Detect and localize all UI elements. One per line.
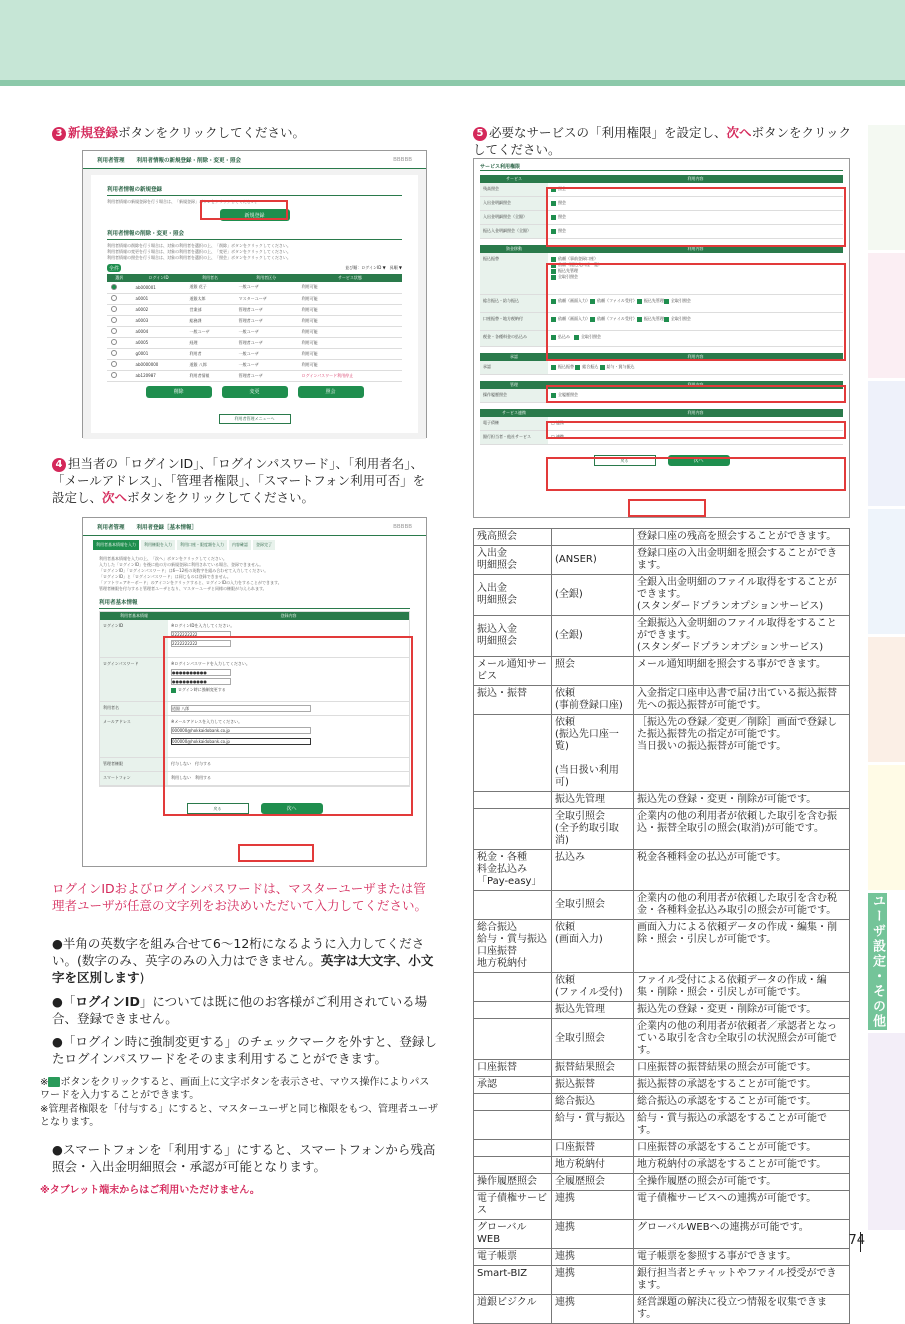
- step5-text: 5 必要なサービスの「利用権限」を設定し、次へボタンをクリックしてください。: [473, 125, 852, 157]
- service-description-table: [473, 528, 850, 1324]
- screenshot-basic-info-form: 利用者管理 利用者登録［基本情報］ BBBBB 利用者基本情報を入力 利用権限を入力 利用口座・限度額を入力 内容確認 登録完了 利用者基本情報を入力の上、「次へ」ボタンをクリックしてください。 入力した「ログインID」を後に他の方の新規登録に利用されている場合、登録できません。 「ログインID」「ログインパスワード」は6〜12桁の英数字を組み合わせて入力してください。 「ログインID」と「ログインパスワード」は同じものは登録できません。 「ソフトウェアキーボード」のアイコンをクリックすると、ログインIDの入力をすることができます。 管理者権限を付与すると管理者ユーザとなり、マスターユーザと同様の権限が与えられます。 利用者基本情報 利用者基本情報 登録内容 ログインID ※ログインIDを入力してください。 2222222222 2222222222 ログインパスワード ※ログインパスワードを入力してください。 ●●●●●●●●●● ●●●●●●●●●● ログイン時に強制変更する 利用者名 道銀 八郎 メールアドレス ※メールアドレスを入力してください。 000000@hokkaidobank.co.jp 000000@hokkaidobank.co.jp 管理者権限 付与しない 付与する スマートフォン 利用しない 利用する 戻る 次へ: [82, 517, 427, 867]
- top-band-line: [0, 80, 905, 86]
- table-row: 残高照会 登録口座の残高を照会することができます。: [474, 529, 850, 546]
- top-band: [0, 0, 905, 80]
- side-tab: [868, 125, 905, 253]
- table-row: 電子帳票 連携 電子帳票を参照する事ができます。: [474, 1249, 850, 1266]
- table-row[interactable]: a0005 経理 管理者ユーザ 利用可能: [107, 337, 402, 348]
- highlight-box: [546, 263, 846, 361]
- table-row: 入出金 明細照会 (全銀) 全銀入出金明細のファイル取得をすることができます。 (スタンダードプランオプションサービス): [474, 575, 850, 616]
- table-row: 振込先管理 振込先の登録・変更・削除が可能です。: [474, 792, 850, 809]
- side-tab: [868, 509, 905, 637]
- step-number: 4: [52, 458, 66, 472]
- back-button[interactable]: 戻る: [594, 455, 656, 466]
- side-tab-active: ユーザ設定・その他: [868, 893, 887, 1033]
- highlight-box: [546, 385, 846, 403]
- login-id-input[interactable]: 2222222222: [171, 631, 231, 638]
- side-tab: [868, 637, 905, 765]
- table-row: Smart-BIZ 連携 銀行担当者とチャットやファイル授受ができます。: [474, 1266, 850, 1295]
- table-row: 依頼 (ファイル受付) ファイル受付による依頼データの作成・編集・削除・照会・引戻しが可能です。: [474, 973, 850, 1002]
- section-title: サービス利用権限: [480, 163, 843, 171]
- table-row[interactable]: a0001 道銀太郎 マスターユーザ 利用可能: [107, 293, 402, 304]
- tablet-note: ※タブレット端末からはご利用いただけません。: [40, 1185, 260, 1196]
- bullet-login-id: ●「ログインID」については既に他のお客様がご利用されている場合、登録できません。: [52, 994, 428, 1026]
- table-row: 電子債権サービス 連携 電子債権サービスへの連携が可能です。: [474, 1191, 850, 1220]
- table-row: 操作履歴照会 全履歴照会 全操作履歴の照会が可能です。: [474, 1174, 850, 1191]
- note-keyboard: ※ ボタンをクリックすると、画面上に文字ボタンを表示させ、マウス操作によりパスワードを入力することができます。: [40, 1077, 430, 1101]
- highlight-box: [546, 457, 846, 491]
- email-confirm-input[interactable]: 000000@hokkaidobank.co.jp: [171, 738, 311, 745]
- section-title: 利用者情報の削除・変更・照会: [107, 229, 402, 240]
- new-registration-button[interactable]: 新規登録: [220, 209, 290, 221]
- highlight-box: [163, 636, 413, 816]
- bullet-alnum: ●半角の英数字を組み合せて6〜12桁になるように入力してください。(数字のみ、英字のみの入力はできません。英字は大文字、小文字を区別します): [52, 936, 434, 985]
- side-tab: [868, 765, 905, 893]
- highlight-box: [628, 499, 706, 517]
- table-row: 総合振込 給与・賞与振込 口座振替 地方税納付 依頼 (画面入力) 画面入力による依頼データの作成・編集・削除・照会・引戻しが可能です。: [474, 920, 850, 973]
- delete-button[interactable]: 削除: [146, 386, 212, 398]
- next-button[interactable]: 次へ: [668, 455, 730, 466]
- bullet-force-change: ●「ログイン時に強制変更する」のチェックマークを外すと、登録したログインパスワードをそのまま利用することができます。: [52, 1034, 437, 1066]
- next-button[interactable]: 次へ: [261, 803, 323, 814]
- wizard-tabs: 利用者基本情報を入力 利用権限を入力 利用口座・限度額を入力 内容確認 登録完了: [93, 540, 416, 550]
- table-row: 口座振替 振替結果照会 口座振替の振替結果の照会が可能です。: [474, 1060, 850, 1077]
- step3-text: 3 新規登録ボタンをクリックしてください。: [52, 124, 452, 141]
- bullet-smartphone: ●スマートフォンを「利用する」にすると、スマートフォンから残高照会・入出金明細照会・承認が可能となります。: [52, 1142, 436, 1174]
- table-row: グローバルWEB 連携 グローバルWEBへの連携が可能です。: [474, 1220, 850, 1249]
- table-row: 全取引照会 企業内の他の利用者が依頼者／承認者となっている取引を含む全取引の状況照会が可能です。: [474, 1019, 850, 1060]
- table-row: 振込入金 明細照会 (全銀) 全銀振込入金明細のファイル取得をすることができます。 (スタンダードプランオプションサービス): [474, 616, 850, 657]
- id-password-note: ログインIDおよびログインパスワードは、マスターユーザまたは管理者ユーザが任意の文字列をお決めいただいて入力してください。: [52, 881, 428, 913]
- shot-header: 利用者管理 利用者情報の新規登録・削除・変更・照会 BBBBB: [83, 151, 426, 169]
- table-row[interactable]: g0001 利用者 一般ユーザ 利用可能: [107, 348, 402, 359]
- step4-text: 4 担当者の「ログインID」、「ログインパスワード」、「利用者名」、「メールアドレス」、「管理者権限」、「スマートフォン利用可否」を設定し、次へボタンをクリックしてください。: [52, 456, 426, 505]
- side-tab: [868, 1033, 905, 1233]
- table-row: 承認 振込振替 振込振替の承認をすることが可能です。: [474, 1077, 850, 1094]
- step3-highlight: 新規登録: [68, 125, 119, 140]
- screenshot-service-permissions: サービス利用権限 サービス 利用内容 残高照会 照会 入出金明細照会 照会 入出金明細照会（全銀） 照会 振込入金明細照会（全銀） 照会 資金移動 利用内容 振込振替 依頼（事前登録口座） 依頼（振込先口座一覧） 振込先管理 全取引照会 総合振込・給与振込 依頼（画面入力） 依頼（ファイル受付） 振込先管理 全取引照会 口座振替・地方税納付 依頼（画面入力） 依頼（ファイル受付） 振込先管理 全取引照会 税金・各種料金の払込み 払込み 全取引照会 承認 利用内容 承認 振込振替 総合振込 給与・賞与振込 管理 利用内容 操作履歴照会 全履歴照会 サービス連携 利用内容 電子債権 □ 連携 銀行担当者・他社サービス □ 連携 戻る 次へ: [473, 158, 850, 518]
- table-row: 税金・各種 料金払込み 「Pay-easy」 払込み 税金各種料金の払込が可能です。: [474, 850, 850, 891]
- table-row: 総合振込 総合振込の承認をすることが可能です。: [474, 1094, 850, 1111]
- table-row[interactable]: ab120987 利用者情報 管理者ユーザ ログインパスワード利用停止: [107, 370, 402, 381]
- note-admin: ※管理者権限を「付与する」にすると、マスターユーザと同じ権限をもつ、管理者ユーザとなります。: [40, 1104, 438, 1128]
- section-title: 利用者情報の新規登録: [107, 185, 402, 196]
- highlight-box: [200, 200, 288, 220]
- table-row: 全取引照会 企業内の他の利用者が依頼した取引を含む税金・各種料金払込み取引の照会が可能です。: [474, 891, 850, 920]
- table-row: 入出金 明細照会 (ANSER) 登録口座の入出金明細を照会することができます。: [474, 546, 850, 575]
- table-row: 給与・賞与振込 給与・賞与振込の承認をすることが可能です。: [474, 1111, 850, 1140]
- password-confirm-input[interactable]: ●●●●●●●●●●: [171, 678, 231, 685]
- table-row[interactable]: a0003 総務課 管理者ユーザ 利用可能: [107, 315, 402, 326]
- back-button[interactable]: 戻る: [187, 803, 249, 814]
- page-number: 74: [848, 1233, 865, 1248]
- step4-highlight: 次へ: [102, 490, 128, 505]
- table-row: 依頼 (振込先口座一覧) (当日扱い利用可) ［振込先の登録／変更／削除］画面で登録した振込振替先の指定が可能です。 当日扱いの振込振替が可能です。: [474, 715, 850, 792]
- step-number: 3: [52, 127, 66, 141]
- table-row: 道銀ビジクル 連携 経営課題の解決に役立つ情報を収集できます。: [474, 1295, 850, 1324]
- shot-header: 利用者管理 利用者登録［基本情報］ BBBBB: [83, 518, 426, 536]
- screenshot-user-list: 利用者管理 利用者情報の新規登録・削除・変更・照会 BBBBB 利用者情報の新規登録 利用者情報の新規登録を行う場合は、「新規登録」ボタンをクリックしてください。 新規登録 利用者情報の削除・変更・照会 利用者情報の削除を行う場合は、対象の利用者を選択の上、「削除」ボタンをクリックしてください。 利用者情報の変更を行う場合は、対象の利用者を選択の上、「変更」ボタンをクリックしてください。 利用者情報の照会を行う場合は、対象の利用者を選択の上、「照会」ボタンをクリックしてください。 全件 並び順：ログインID ▼ 昇順 ▼ 選択 ログインID 利用者名 利用者区分 サービス状態 ab000001 道銀 花子 一般ユーザ 利用可能 a0001 道銀太郎 マスターユーザ 利用可能 a0002 営業部 管理者ユーザ 利用可能 a0003 総務課 管理者ユーザ 利用可能 a0004 一般ユーザ 一般ユーザ 利用可能 a0005 経理 管理者ユーザ 利用可能 g0001 利用者 一般ユーザ 利用可能 ab0000000 道銀 八郎 一般ユーザ 利用可能 ab120987 利用者情報 管理者ユーザ ログインパスワード利用停止 削除 変更 照会 利用者管理メニューへ: [82, 150, 427, 438]
- table-row[interactable]: a0002 営業部 管理者ユーザ 利用可能: [107, 304, 402, 315]
- highlight-box: [546, 187, 846, 247]
- table-row[interactable]: a0004 一般ユーザ 一般ユーザ 利用可能: [107, 326, 402, 337]
- password-input[interactable]: ●●●●●●●●●●: [171, 669, 231, 676]
- keyboard-icon: [48, 1077, 60, 1087]
- user-name-input[interactable]: 道銀 八郎: [171, 705, 311, 712]
- table-row: 振込先管理 振込先の登録・変更・削除が可能です。: [474, 1002, 850, 1019]
- force-change-checkbox[interactable]: ログイン時に強制変更する: [178, 687, 226, 692]
- login-id-confirm-input[interactable]: 2222222222: [171, 640, 231, 647]
- table-row: 全取引照会 (全予約取引取消) 企業内の他の利用者が依頼した取引を含む振込・振替全取引の照会(取消)が可能です。: [474, 809, 850, 850]
- table-row[interactable]: ab000001 道銀 花子 一般ユーザ 利用可能: [107, 282, 402, 293]
- change-button[interactable]: 変更: [222, 386, 288, 398]
- step-number: 5: [473, 127, 487, 141]
- step5-highlight: 次へ: [726, 125, 752, 140]
- smartphone-radio-group[interactable]: 利用しない 利用する: [171, 775, 211, 780]
- email-input[interactable]: 000000@hokkaidobank.co.jp: [171, 727, 311, 734]
- admin-radio-group[interactable]: 付与しない 付与する: [171, 761, 211, 766]
- table-row: 口座振替 口座振替の承認をすることが可能です。: [474, 1140, 850, 1157]
- section-title: 利用者基本情報: [99, 598, 410, 609]
- side-tab: [868, 381, 905, 509]
- table-row: 振込・振替 依頼 (事前登録口座) 入金指定口座申込書で届け出ている振込振替先への振込振替が可能です。: [474, 686, 850, 715]
- side-tab: [868, 253, 905, 381]
- highlight-box: [238, 844, 314, 862]
- side-index-tabs: [868, 125, 905, 1233]
- table-row[interactable]: ab0000000 道銀 八郎 一般ユーザ 利用可能: [107, 359, 402, 370]
- table-row: 地方税納付 地方税納付の承認をすることが可能です。: [474, 1157, 850, 1174]
- user-menu-button[interactable]: 利用者管理メニューへ: [219, 414, 291, 424]
- view-button[interactable]: 照会: [298, 386, 364, 398]
- highlight-box: [546, 421, 846, 439]
- user-table: 選択 ログインID 利用者名 利用者区分 サービス状態 ab000001 道銀 花子 一般ユーザ 利用可能 a0001 道銀太郎 マスターユーザ 利用可能 a0002 営業部 管理者ユーザ 利用可能 a0003 総務課 管理者ユーザ 利用可能 a0004 一般ユーザ 一般ユーザ 利用可能 a0005 経理 管理者ユーザ 利用可能 g0001 利用者 一般ユーザ 利用可能 ab0000000 道銀 八郎 一般ユーザ 利用可能 ab120987 利用者情報 管理者ユーザ ログインパスワード利用停止: [107, 274, 402, 382]
- table-row: メール通知サービス 照会 メール通知明細を照会する事ができます。: [474, 657, 850, 686]
